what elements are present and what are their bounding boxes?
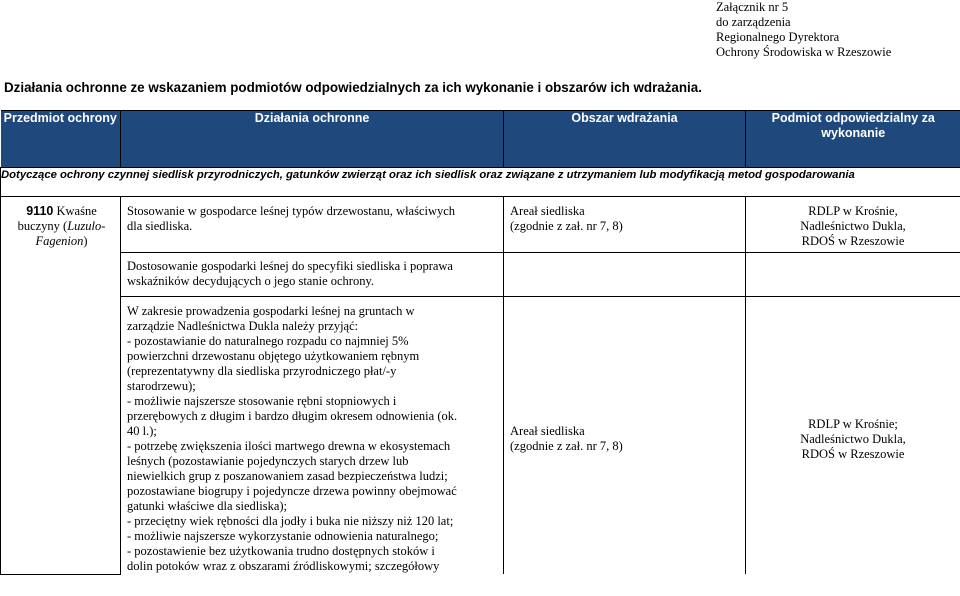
area-cell	[504, 297, 746, 575]
action-line: 40 l.);	[127, 424, 157, 438]
action-line: - pozostawianie do naturalnego rozpadu co najmniej 5%	[127, 334, 409, 348]
action-cell	[121, 297, 504, 575]
header-area: Obszar wdrażania	[504, 111, 746, 168]
responsible-line: Nadleśnictwo Dukla,	[800, 431, 906, 446]
action-line: - przeciętny wiek rębności dla jodły i buka nie niższy niż 120 lat;	[127, 514, 454, 528]
responsible-line: Nadleśnictwo Dukla,	[800, 219, 906, 233]
action-line: starodrzewu);	[127, 379, 196, 393]
action-line: powierzchni drzewostanu objętego użytkowaniem rębnym	[127, 349, 420, 363]
area-line: (zgodnie z zał. nr 7, 8)	[510, 439, 623, 453]
subject-cell	[1, 197, 121, 575]
responsible-line: RDOŚ w Rzeszowie	[801, 446, 905, 461]
action-line: W zakresie prowadzenia gospodarki leśnej na gruntach w	[127, 304, 415, 318]
action-line: leśnych (pozostawianie pojedynczych starych drzew lub	[127, 454, 409, 468]
table-row	[1, 253, 960, 297]
action-line: wskaźników decydujących o jego stanie ochrony.	[127, 274, 375, 288]
area-cell-empty	[504, 253, 746, 297]
action-line: przerębowych z długim i bardzo długim okresem odnowienia (ok.	[127, 409, 458, 423]
annex-note	[716, 0, 891, 60]
action-line: (reprezentatywny dla siedliska przyrodniczego płat/-y	[127, 364, 397, 378]
annex-line: Regionalnego Dyrektora	[716, 30, 840, 44]
area-line: Areał siedliska	[510, 424, 585, 438]
action-line: gatunki właściwe dla siedliska);	[127, 499, 288, 513]
habitat-name: Kwaśne buczyny (	[17, 204, 97, 233]
action-line: niewielkich grup z poszanowaniem zasad bezpieczeństwa ludzi;	[127, 469, 448, 483]
table-row	[1, 197, 960, 253]
responsible-cell	[746, 197, 960, 253]
action-line: dla siedliska.	[127, 219, 193, 233]
header-responsible: Podmiot odpowiedzialny za wykonanie	[746, 111, 960, 168]
area-line: Areał siedliska	[510, 204, 585, 218]
responsible-line: RDLP w Krośnie;	[808, 416, 898, 431]
section-label: Dotyczące ochrony czynnej siedlisk przyrodniczych, gatunków zwierząt oraz ich siedlisk oraz związane z utrzymaniem lub modyfikacją metod gospodarowania	[1, 168, 960, 197]
action-line: pozostawiane biogrupy i pojedyncze drzewa powinny obejmować	[127, 484, 457, 498]
action-line: - pozostawienie bez użytkowania trudno dostępnych stoków i	[127, 544, 435, 558]
action-cell	[121, 253, 504, 297]
annex-line: Załącznik nr 5	[716, 0, 789, 14]
action-line: - możliwie najszersze wykorzystanie odnowienia naturalnego;	[127, 529, 439, 543]
document-title: Działania ochronne ze wskazaniem podmiotów odpowiedzialnych za ich wykonanie i obszarów ich wdrażania.	[4, 80, 702, 95]
section-row	[1, 168, 960, 197]
area-cell	[504, 197, 746, 253]
area-line: (zgodnie z zał. nr 7, 8)	[510, 219, 623, 233]
responsible-line: RDOŚ w Rzeszowie	[801, 234, 905, 248]
table-header-row	[1, 111, 960, 168]
habitat-code: 9110	[26, 204, 54, 218]
action-line: dolin potoków wraz z obszarami źródliskowymi; szczegółowy	[127, 559, 440, 573]
responsible-cell-empty	[746, 253, 960, 297]
action-line: - możliwie najszersze stosowanie rębni stopniowych i	[127, 394, 397, 408]
action-line: Dostosowanie gospodarki leśnej do specyfiki siedliska i poprawa	[127, 259, 453, 273]
responsible-cell	[746, 297, 960, 575]
header-actions: Działania ochronne	[121, 111, 504, 168]
action-line: - potrzebę zwiększenia ilości martwego drewna w ekosystemach	[127, 439, 451, 453]
table-row	[1, 297, 960, 575]
habitat-latin-name: Luzulo-Fagenion	[35, 219, 106, 248]
actions-table	[0, 110, 960, 575]
action-line: zarządzie Nadleśnictwa Dukla należy przyjąć:	[127, 319, 359, 333]
annex-line: Ochrony Środowiska w Rzeszowie	[716, 45, 892, 59]
habitat-close: )	[83, 234, 88, 248]
action-line: Stosowanie w gospodarce leśnej typów drzewostanu, właściwych	[127, 204, 456, 218]
header-subject: Przedmiot ochrony	[1, 111, 121, 168]
responsible-line: RDLP w Krośnie,	[808, 204, 898, 218]
annex-line: do zarządzenia	[716, 15, 791, 29]
action-cell	[121, 197, 504, 253]
